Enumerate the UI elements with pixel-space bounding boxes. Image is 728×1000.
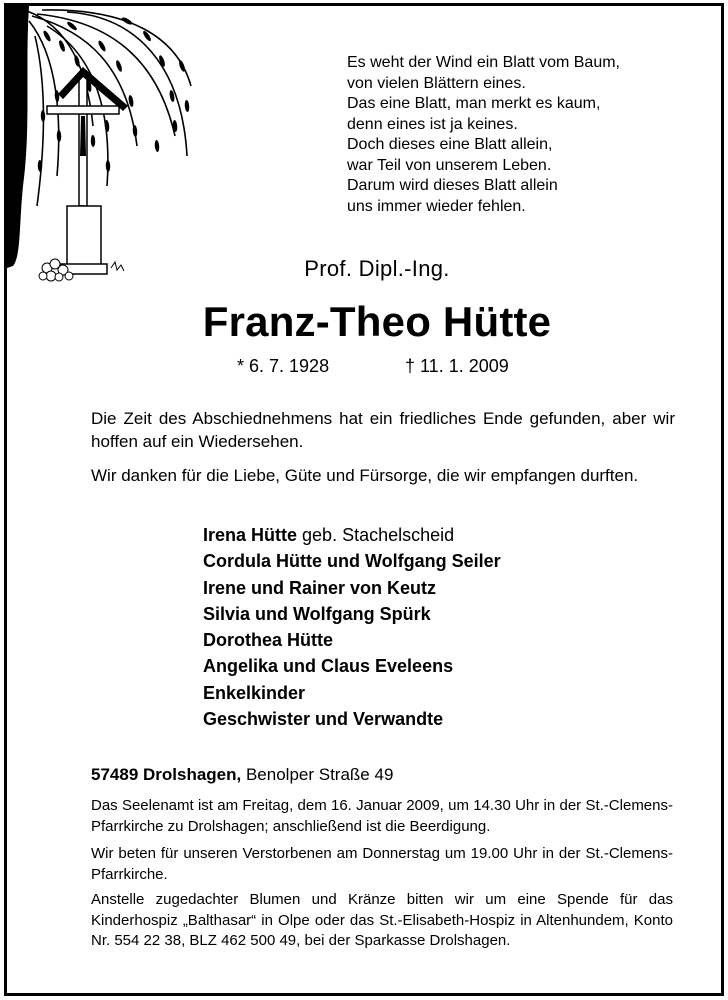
address — [91, 765, 393, 785]
address-street: Benolper Straße 49 — [241, 765, 394, 784]
mourner-entry — [203, 680, 501, 706]
thanks-paragraph: Wir danken für die Liebe, Güte und Fürsorge, die wir empfangen durften. — [91, 466, 639, 485]
address-city: 57489 Drolshagen, — [91, 765, 242, 784]
death-date: † 11. 1. 2009 — [405, 356, 509, 376]
mourner-entry — [203, 575, 501, 601]
mourner-entry — [203, 706, 501, 732]
mourners-list — [203, 522, 501, 732]
funeral-notice: Das Seelenamt ist am Freitag, dem 16. Januar 2009, um 14.30 Uhr in der St.-Clemens-Pfarrkirche zu Drolshagen; anschließend ist die Beerdigung. — [91, 797, 673, 835]
poem-line: war Teil von unserem Leben. — [347, 156, 552, 174]
poem-line: Darum wird dieses Blatt allein — [347, 177, 558, 194]
mourner-name: Enkelkinder — [203, 682, 306, 703]
mourner-entry — [203, 601, 501, 627]
mourner-entry — [203, 522, 501, 548]
birth-date: * 6. 7. 1928 — [237, 356, 330, 376]
mourner-name: Irene und Rainer von Keutz — [203, 577, 437, 598]
poem — [347, 53, 677, 217]
notice-frame — [4, 3, 724, 996]
mourner-name: Geschwister und Verwandte — [203, 709, 444, 730]
willow-cross-illustration — [7, 6, 197, 296]
mourner-name: Cordula Hütte und Wolfgang Seiler — [203, 551, 501, 572]
mourner-name: Irena Hütte — [203, 525, 298, 545]
mourner-name: Dorothea Hütte — [203, 630, 333, 651]
academic-title: Prof. Dipl.-Ing. — [304, 256, 450, 281]
poem-line: Es weht der Wind ein Blatt vom Baum, — [347, 54, 620, 71]
donation-notice: Anstelle zugedachter Blumen und Kränze bitten wir um eine Spende für das Kinderhospiz „Balthasar“ in Olpe oder das St.-Elisabeth-Hospiz in Altenhundem, Konto Nr. 554 22 38, BLZ 462 500 49, bei der Sparkasse Drolshagen. — [91, 891, 673, 949]
deceased-name: Franz-Theo Hütte — [202, 298, 552, 345]
poem-line: Doch dieses eine Blatt allein, — [347, 136, 553, 153]
mourner-entry — [203, 548, 501, 574]
poem-line: uns immer wieder fehlen. — [347, 197, 526, 215]
mourner-suffix: geb. Stachelscheid — [297, 525, 455, 545]
poem-line: denn eines ist ja keines. — [347, 115, 518, 133]
mourner-entry — [203, 653, 501, 679]
poem-line: Das eine Blatt, man merkt es kaum, — [347, 95, 601, 112]
poem-line: von vielen Blättern eines. — [347, 74, 526, 92]
mourner-name: Angelika und Claus Eveleens — [203, 656, 454, 677]
mourner-name: Silvia und Wolfgang Spürk — [203, 603, 431, 624]
prayer-notice: Wir beten für unseren Verstorbenen am Donnerstag um 19.00 Uhr in der St.-Clemens-Pfarrkirche. — [91, 845, 673, 883]
mourner-entry — [203, 627, 501, 653]
farewell-paragraph: Die Zeit des Abschiednehmens hat ein friedliches Ende gefunden, aber wir hoffen auf ein Wiedersehen. — [91, 409, 675, 451]
